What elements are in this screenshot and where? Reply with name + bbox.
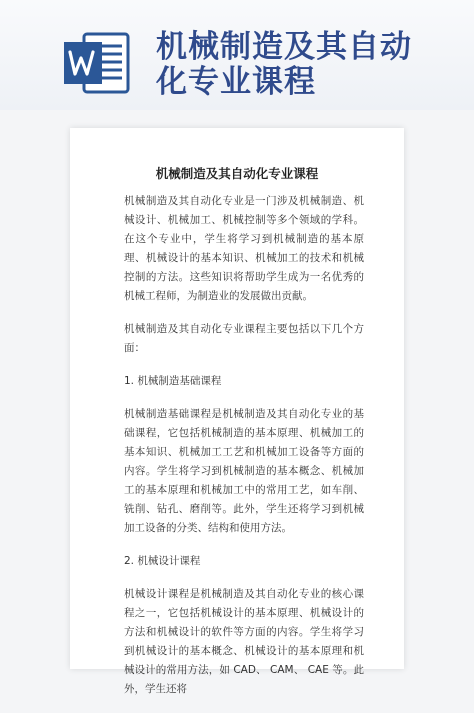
section-heading-1: 1. 机械制造基础课程 xyxy=(124,375,222,387)
word-document-icon xyxy=(62,28,132,98)
paragraph-section-2: 机械设计课程是机械制造及其自动化专业的核心课程之一，它包括机械设计的基本原理、机械设计的方法和机械设计的软件等方面的内容。学生将学习到机械设计的基本概念、机械设计的基本原理和机械设计的常用方法，如 CAD、 CAM、 CAE 等。此外，学生还将 xyxy=(124,588,364,695)
paragraph-intro: 机械制造及其自动化专业是一门涉及机械制造、机械设计、机械加工、机械控制等多个领域的学科。在这个专业中，学生将学习到机械制造的基本原理、机械设计的基本知识、机械加工的技术和机械控制的方法。这些知识将帮助学生成为一名优秀的机械工程师，为制造业的发展做出贡献。 xyxy=(124,195,364,302)
document-title: 机械制造及其自动化专业课程 xyxy=(155,166,319,181)
banner-title xyxy=(156,30,412,100)
banner-title-line1: 机械制造及其自动 xyxy=(156,29,412,65)
banner-title-line2: 化专业课程 xyxy=(156,64,316,100)
header-banner xyxy=(0,0,474,110)
document-body xyxy=(124,192,364,713)
paragraph-section-1: 机械制造基础课程是机械制造及其自动化专业的基础课程，它包括机械制造的基本原理、机械加工的基本知识、机械加工工艺和机械加工设备等方面的内容。学生将学习到机械制造的基本概念、机械加工的基本原理和机械加工中的常用工艺，如车削、铣削、钻孔、磨削等。此外，学生还将学习到机械加工设备的分类、结构和使用方法。 xyxy=(124,408,364,534)
document-page xyxy=(70,128,404,695)
section-heading-2: 2. 机械设计课程 xyxy=(124,555,201,567)
paragraph-overview: 机械制造及其自动化专业课程主要包括以下几个方面： xyxy=(124,323,364,354)
